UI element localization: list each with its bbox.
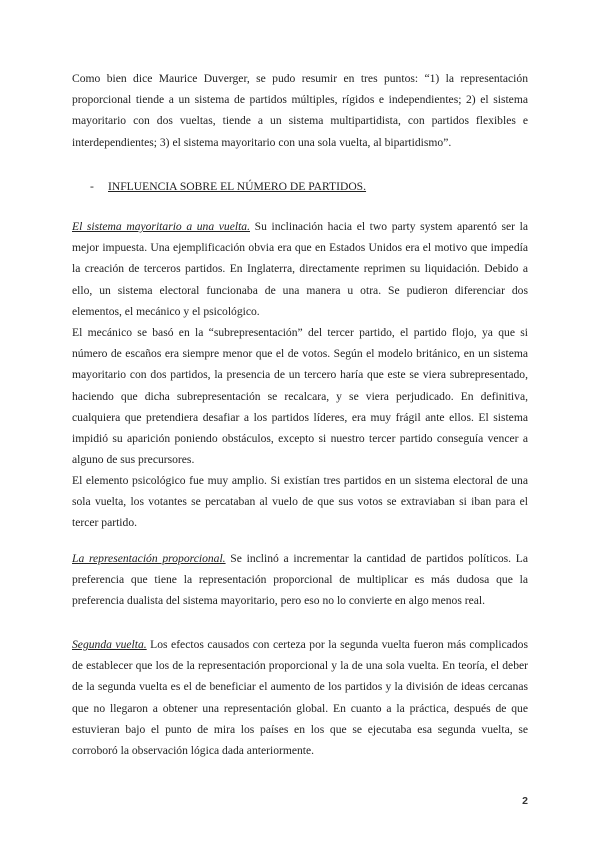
proporcional-lead: La representación proporcional. bbox=[72, 552, 226, 565]
mayoritario-paragraph bbox=[72, 216, 528, 322]
heading-title: INFLUENCIA SOBRE EL NÚMERO DE PARTIDOS. bbox=[108, 180, 367, 193]
segunda-vuelta-lead: Segunda vuelta. bbox=[72, 638, 147, 651]
page-number: 2 bbox=[522, 795, 528, 807]
intro-paragraph: Como bien dice Maurice Duverger, se pudo resumir en tres puntos: “1) la representación proporcional tiende a un sistema de partidos múltiples, rígidos e independientes; 2) el sistema mayoritario con dos vueltas, tiende a un sistema multipartidista, con partidos flexibles e interdependientes; 3) el sistema mayoritario con una sola vuelta, al bipartidismo”. bbox=[72, 72, 528, 149]
mayoritario-lead: El sistema mayoritario a una vuelta. bbox=[72, 220, 250, 233]
proporcional-text: Se inclinó a incrementar la cantidad de partidos políticos. La preferencia que tiene la representación proporcional de multiplicar es más dudosa que la preferencia dualista del sistema mayoritario, pero eso no lo convierte en algo menos real. bbox=[72, 552, 528, 608]
segunda-vuelta-paragraph bbox=[72, 634, 528, 761]
section-heading bbox=[90, 176, 366, 197]
heading-bullet: - bbox=[90, 180, 94, 193]
segunda-vuelta-text: Los efectos causados con certeza por la segunda vuelta fueron más complicados de establecer que los de la representación proporcional y la de una sola vuelta. En teoría, el deber de la segunda vuelta es el de beneficiar el aumento de los partidos y la división de ideas cercanas que no llegaron a obtener una representación global. En cuanto a la práctica, después de que estuvieran bajo el punto de mira los países en los que se ejecutaba esa segunda vuelta, se corroboró la observación lógica dada anteriormente. bbox=[72, 638, 528, 758]
mayoritario-text: Su inclinación hacia el two party system aparentó ser la mejor impuesta. Una ejemplificación obvia era que en Estados Unidos era el motivo que impedía la creación de terceros partidos. En Inglaterra, directamente reprimen su liquidación. Debido a ello, un sistema electoral funcionaba de una manera u otra. Se pudieron diferenciar dos elementos, el mecánico y el psicológico. bbox=[72, 220, 528, 318]
proporcional-paragraph bbox=[72, 548, 528, 612]
mecanico-paragraph: El mecánico se basó en la “subrepresentación” del tercer partido, el partido flojo, ya que si número de escaños era siempre menor que el de votos. Según el modelo británico, en un sistema mayoritario con dos partidos, la presencia de un tercero haría que este se viera subrepresentado, haciendo que dicha subrepresentación se recalcara, y se viera perjudicado. En definitiva, cualquiera que pretendiera desafiar a los partidos líderes, era muy frágil ante ellos. El sistema impidió su aparición poniendo obstáculos, excepto si nuestro tercer partido conseguía vencer a alguno de sus precursores. bbox=[72, 326, 528, 467]
psicologico-paragraph: El elemento psicológico fue muy amplio. Si existían tres partidos en un sistema electoral de una sola vuelta, los votantes se percataban al vuelo de que sus votos se extraviaban si iban para el tercer partido. bbox=[72, 474, 528, 530]
